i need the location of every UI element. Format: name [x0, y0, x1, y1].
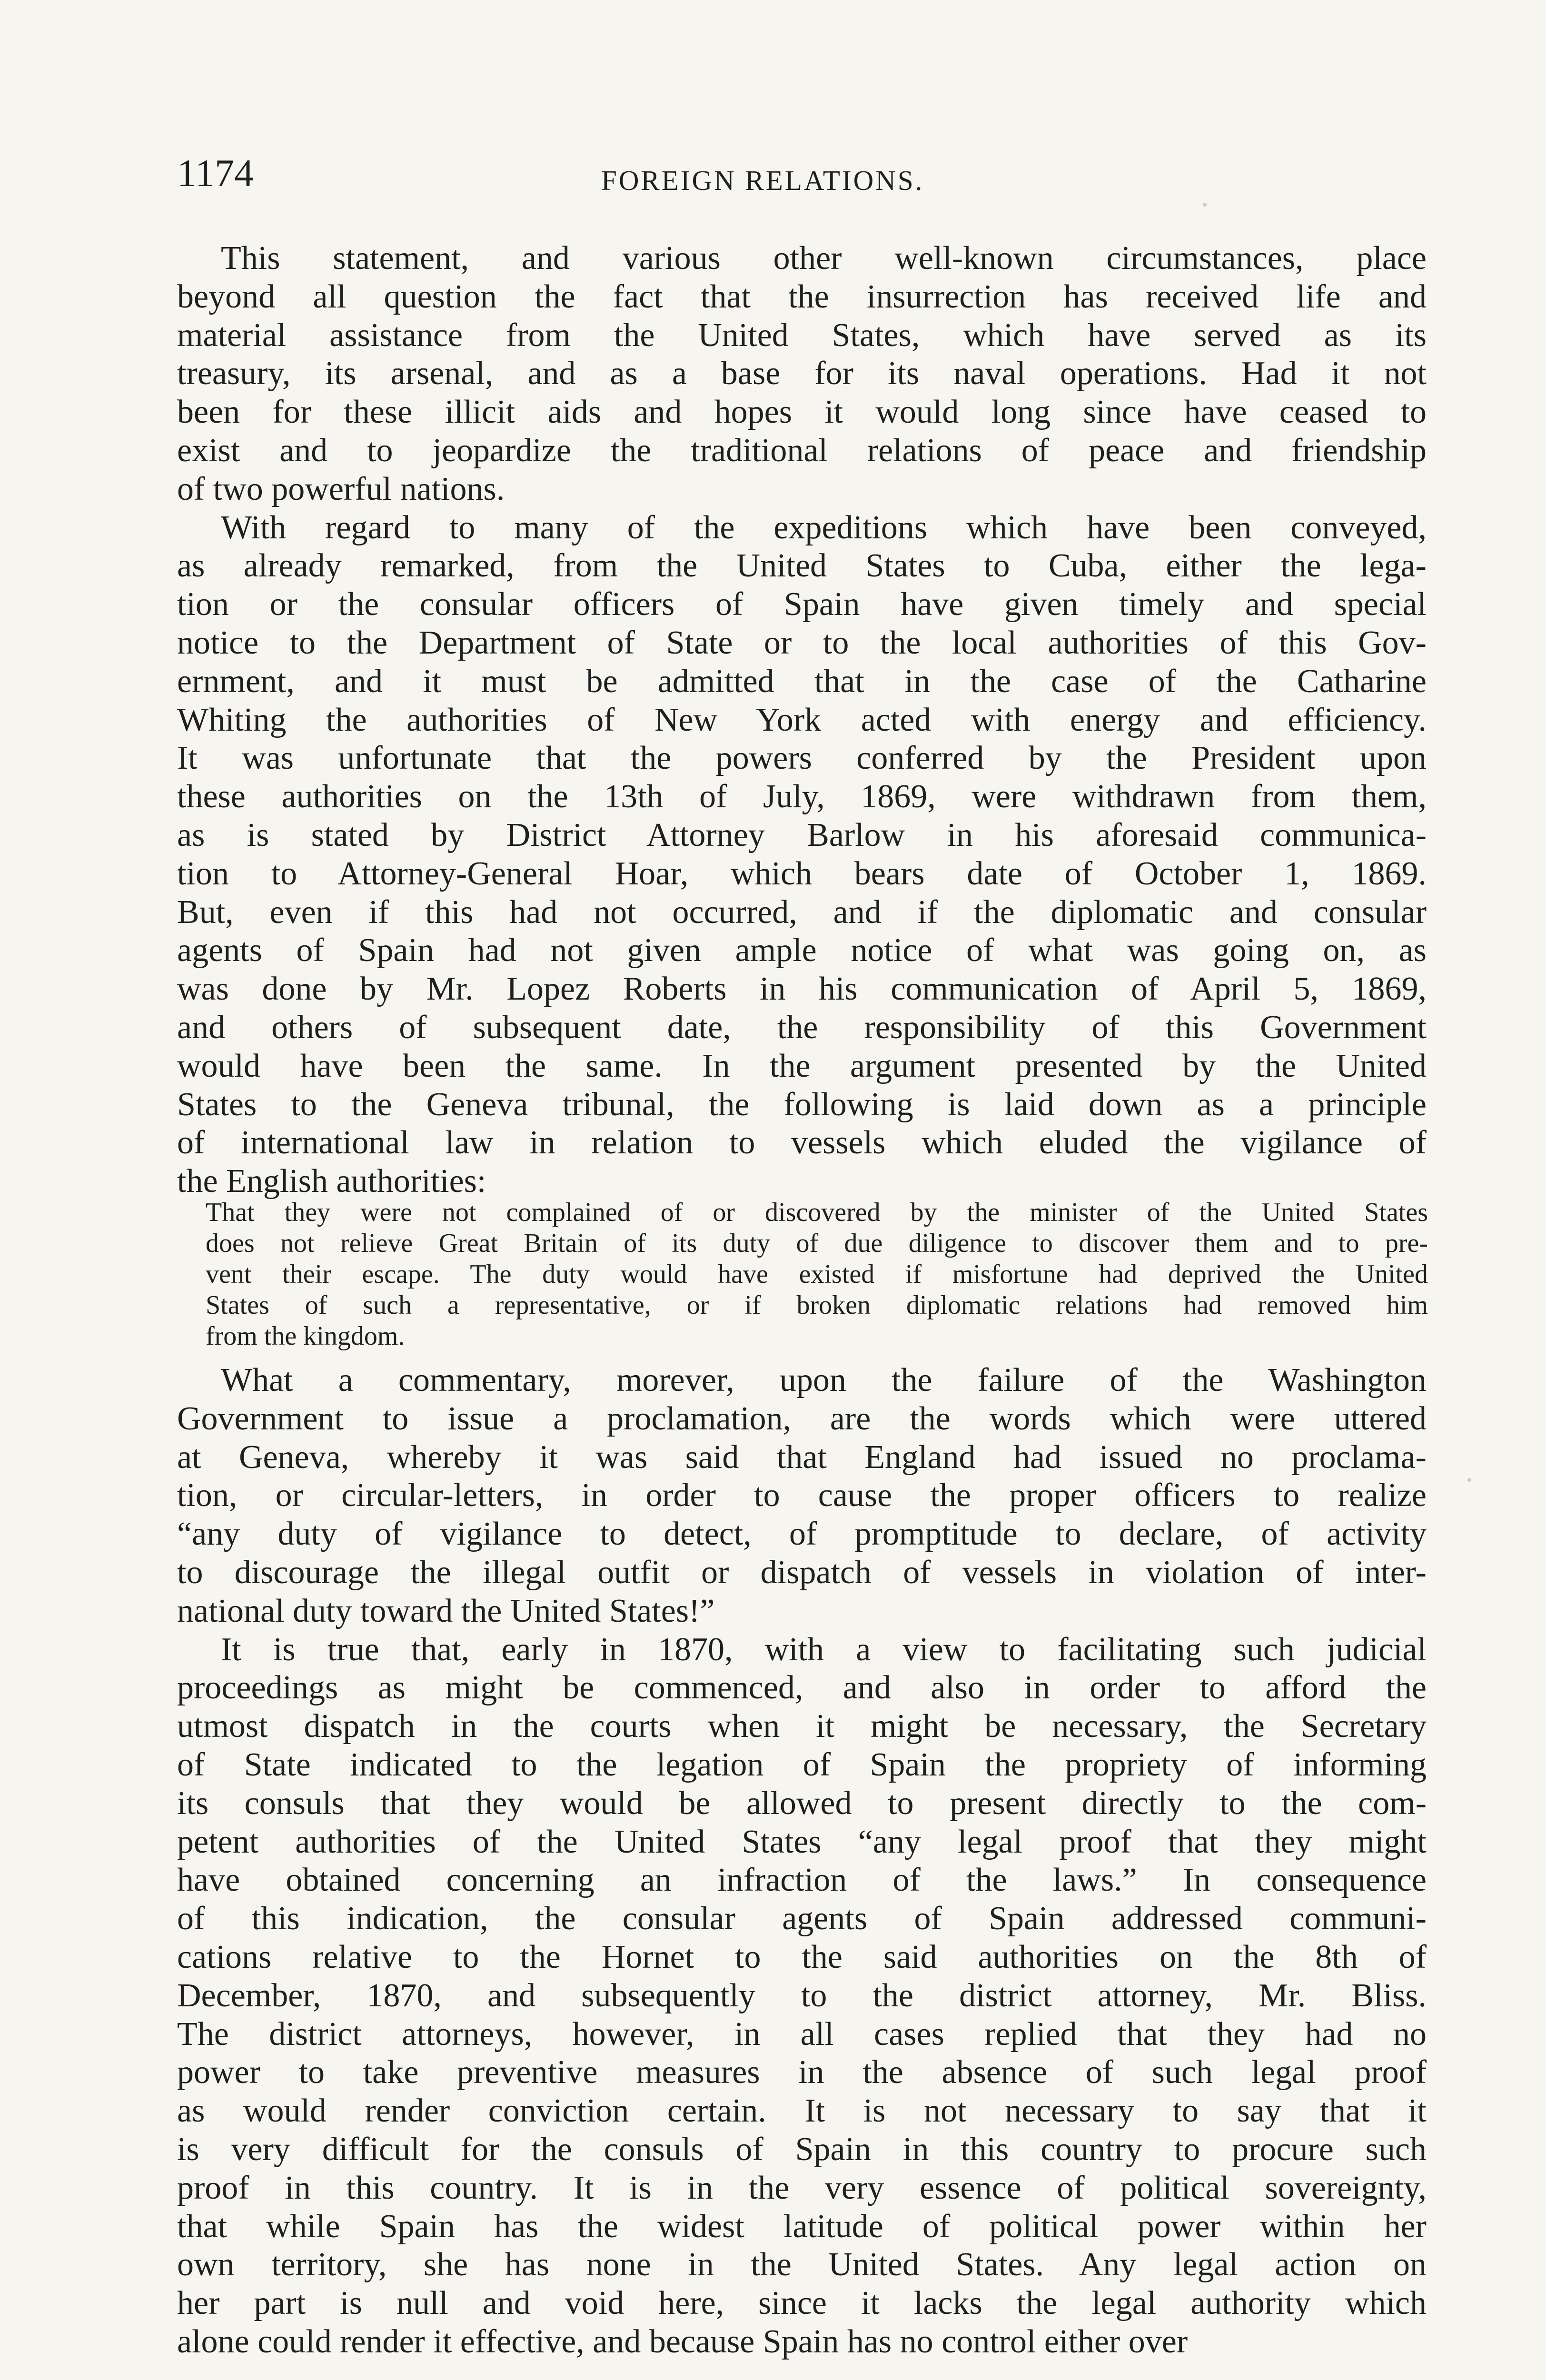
text-line: beyond all question the fact that the insurrection has received life and	[177, 278, 1427, 315]
text-line: would have been the same. In the argument presented by the United	[177, 1047, 1427, 1084]
text-line: its consuls that they would be allowed to present directly to the com-	[177, 1785, 1427, 1822]
text-line: treasury, its arsenal, and as a base for its naval operations. Had it not	[177, 355, 1427, 392]
text-line: her part is null and void here, since it lacks the legal authority which	[177, 2285, 1427, 2322]
text-line: tion, or circular-letters, in order to cause the proper officers to realize	[177, 1477, 1427, 1514]
text-line: own territory, she has none in the United States. Any legal action on	[177, 2246, 1427, 2283]
text-line: It was unfortunate that the powers conferred by the President upon	[177, 740, 1427, 777]
text-line: been for these illicit aids and hopes it would long since have ceased to	[177, 394, 1427, 431]
text-line: But, even if this had not occurred, and if the diplomatic and consular	[177, 893, 1427, 931]
text-line: these authorities on the 13th of July, 1869, were withdrawn from them,	[177, 778, 1427, 815]
body-text-after-quote	[177, 1361, 1427, 2361]
text-line: of State indicated to the legation of Spain the propriety of informing	[177, 1746, 1427, 1783]
text-line: December, 1870, and subsequently to the district attorney, Mr. Bliss.	[177, 1977, 1427, 2014]
text-line: ernment, and it must be admitted that in the case of the Catharine	[177, 663, 1427, 700]
text-line: as is stated by District Attorney Barlow in his aforesaid communica-	[177, 816, 1427, 853]
block-quote	[206, 1197, 1428, 1352]
text-line: With regard to many of the expeditions which have been conveyed,	[221, 509, 1427, 546]
text-line: petent authorities of the United States “any legal proof that they might	[177, 1823, 1427, 1860]
text-line: as already remarked, from the United States to Cuba, either the lega-	[177, 547, 1427, 585]
paragraph	[177, 509, 1427, 1201]
body-text-before-quote	[177, 239, 1427, 1201]
text-line: that while Spain has the widest latitude of political power within her	[177, 2208, 1427, 2245]
paragraph	[177, 239, 1427, 509]
text-line: the English authorities:	[177, 1163, 486, 1200]
quote-line: from the kingdom.	[206, 1321, 405, 1351]
page-header	[177, 151, 1428, 206]
quote-line: That they were not complained of or discovered by the minister of the United States	[206, 1198, 1428, 1227]
text-line: cations relative to the Hornet to the said authorities on the 8th of	[177, 1938, 1427, 1975]
text-line: “any duty of vigilance to detect, of promptitude to declare, of activity	[177, 1516, 1427, 1553]
text-line: Whiting the authorities of New York acted with energy and efficiency.	[177, 701, 1427, 738]
text-line: have obtained concerning an infraction of the laws.” In consequence	[177, 1862, 1427, 1899]
quote-line: States of such a representative, or if broken diplomatic relations had removed him	[206, 1290, 1428, 1320]
text-line: power to take preventive measures in the absence of such legal proof	[177, 2054, 1427, 2091]
text-line: utmost dispatch in the courts when it might be necessary, the Secretary	[177, 1708, 1427, 1745]
paragraph	[177, 1361, 1427, 1631]
text-line: national duty toward the United States!”	[177, 1592, 715, 1629]
text-line: notice to the Department of State or to the local authorities of this Gov-	[177, 624, 1427, 661]
page-number: 1174	[177, 151, 254, 195]
text-line: It is true that, early in 1870, with a view to facilitating such judicial	[221, 1631, 1427, 1668]
text-line: of international law in relation to vessels which eluded the vigilance of	[177, 1124, 1427, 1161]
text-line: States to the Geneva tribunal, the following is laid down as a principle	[177, 1086, 1427, 1123]
text-line: was done by Mr. Lopez Roberts in his communication of April 5, 1869,	[177, 971, 1427, 1008]
text-line: agents of Spain had not given ample notice of what was going on, as	[177, 932, 1427, 969]
text-line: proceedings as might be commenced, and also in order to afford the	[177, 1669, 1427, 1706]
paper-speck-icon	[1203, 203, 1207, 207]
text-line: tion to Attorney-General Hoar, which bears date of October 1, 1869.	[177, 855, 1427, 892]
text-line: proof in this country. It is in the very essence of political sovereignty,	[177, 2169, 1427, 2206]
text-line: is very difficult for the consuls of Spain in this country to procure such	[177, 2131, 1427, 2168]
text-line: The district attorneys, however, in all cases replied that they had no	[177, 2015, 1427, 2053]
paper-speck-icon	[1066, 1537, 1070, 1541]
text-line: alone could render it effective, and because Spain has no control either over	[177, 2323, 1188, 2360]
text-line: of this indication, the consular agents of Spain addressed communi-	[177, 1900, 1427, 1937]
text-line: of two powerful nations.	[177, 470, 505, 507]
text-line: as would render conviction certain. It is not necessary to say that it	[177, 2092, 1427, 2130]
text-line: Government to issue a proclamation, are the words which were uttered	[177, 1400, 1427, 1437]
quote-line: does not relieve Great Britain of its duty of due diligence to discover them and to pre-	[206, 1229, 1428, 1258]
text-line: to discourage the illegal outfit or dispatch of vessels in violation of inter-	[177, 1554, 1427, 1591]
text-line: material assistance from the United States, which have served as its	[177, 317, 1427, 354]
text-line: tion or the consular officers of Spain have given timely and special	[177, 586, 1427, 623]
quote-line: vent their escape. The duty would have existed if misfortune had deprived the United	[206, 1259, 1428, 1289]
text-line: What a commentary, morever, upon the failure of the Washington	[221, 1362, 1427, 1398]
text-line: exist and to jeopardize the traditional relations of peace and friendship	[177, 432, 1427, 469]
text-line: This statement, and various other well-known circumstances, place	[221, 240, 1427, 277]
text-line: and others of subsequent date, the responsibility of this Government	[177, 1009, 1427, 1046]
running-head: FOREIGN RELATIONS.	[601, 165, 924, 196]
paper-speck-icon	[1467, 1478, 1471, 1482]
text-line: at Geneva, whereby it was said that England had issued no proclama-	[177, 1438, 1427, 1476]
paragraph	[177, 1631, 1427, 2361]
